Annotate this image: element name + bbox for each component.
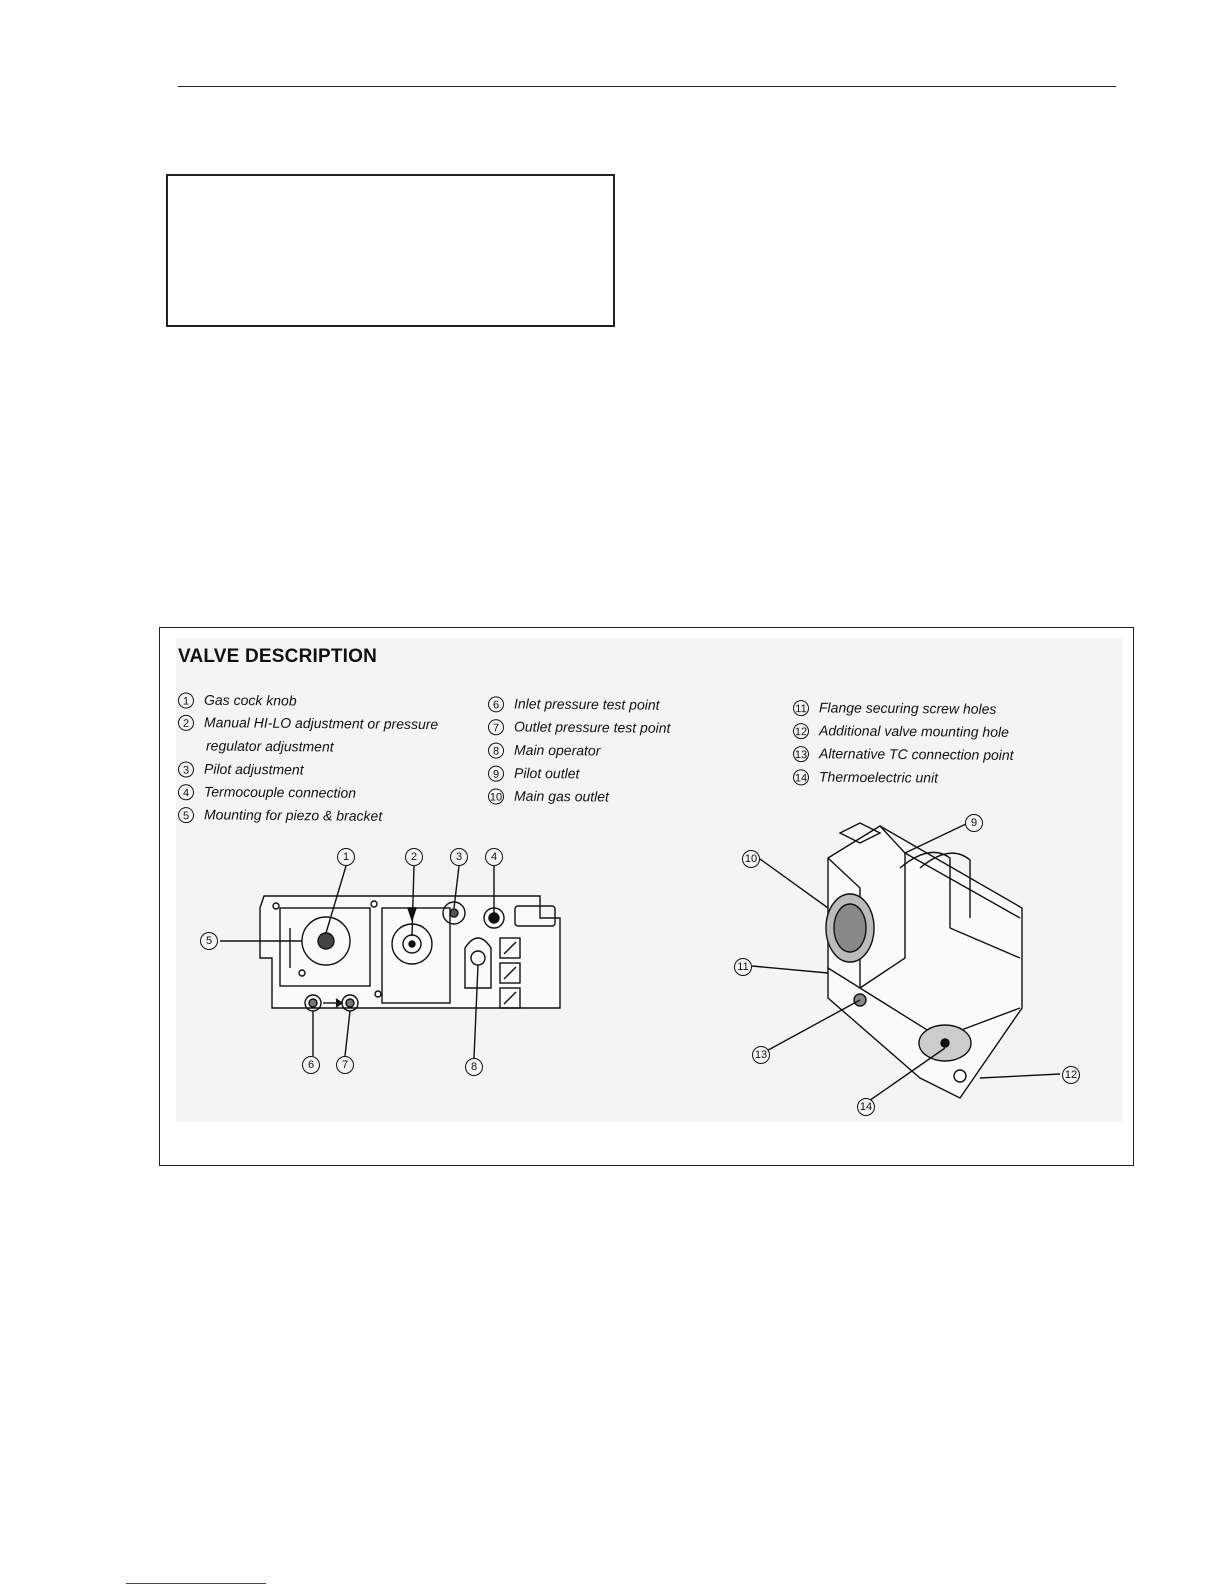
legend-text: Thermoelectric unit [819, 768, 939, 786]
legend-item-2-cont [206, 737, 334, 754]
callout-4: 4 [485, 848, 503, 866]
legend-number: 2 [178, 715, 194, 731]
legend-item-14 [793, 768, 938, 787]
legend-item-11 [793, 699, 996, 718]
legend-number: 3 [178, 762, 194, 778]
legend-text: regulator adjustment [206, 737, 334, 755]
callout-5: 5 [200, 932, 218, 950]
legend-item-7 [488, 718, 670, 737]
legend-number: 1 [178, 693, 194, 709]
legend-number: 7 [488, 720, 504, 736]
callout-14: 14 [857, 1098, 875, 1116]
callout-10: 10 [742, 850, 760, 868]
legend-number: 14 [793, 770, 809, 786]
callout-2: 2 [405, 848, 423, 866]
callout-1: 1 [337, 848, 355, 866]
legend-text: Main gas outlet [514, 787, 609, 805]
callout-7: 7 [336, 1056, 354, 1074]
legend-text: Flange securing screw holes [819, 699, 997, 717]
legend-text: Termocouple connection [204, 783, 357, 801]
legend-item-1 [178, 691, 297, 709]
callout-12: 12 [1062, 1066, 1080, 1084]
legend-text: Pilot adjustment [204, 760, 304, 778]
legend-item-4 [178, 783, 356, 802]
legend-number: 8 [488, 743, 504, 759]
legend-item-12 [793, 722, 1009, 741]
figure-title: VALVE DESCRIPTION [178, 646, 378, 667]
callout-13: 13 [752, 1046, 770, 1064]
legend-number: 6 [488, 697, 504, 713]
legend-number: 11 [793, 700, 809, 716]
legend-item-9 [488, 765, 579, 783]
legend-item-8 [488, 742, 600, 760]
footer-link-underline [126, 1583, 266, 1584]
legend-number: 12 [793, 723, 809, 739]
legend-item-10 [488, 787, 609, 805]
legend-text: Main operator [514, 741, 601, 759]
legend-item-3 [178, 760, 304, 778]
callout-3: 3 [450, 848, 468, 866]
legend-number: 10 [488, 789, 504, 805]
legend-number: 5 [178, 807, 194, 823]
legend-item-13 [793, 745, 1014, 764]
legend-text: Inlet pressure test point [514, 695, 660, 713]
legend-text: Manual HI-LO adjustment or pressure [204, 714, 439, 733]
legend-number: 13 [793, 746, 809, 762]
legend-text: Additional valve mounting hole [819, 722, 1009, 740]
legend-number: 4 [178, 785, 194, 801]
empty-text-box [166, 174, 615, 327]
callout-11: 11 [734, 958, 752, 976]
callout-6: 6 [302, 1056, 320, 1074]
callout-8: 8 [465, 1058, 483, 1076]
legend-text: Gas cock knob [204, 691, 297, 709]
valve-description-figure [159, 627, 1134, 1166]
legend-item-5 [178, 806, 382, 825]
legend-text: Alternative TC connection point [819, 745, 1014, 763]
legend-number: 9 [488, 766, 504, 782]
legend-item-2 [178, 714, 438, 734]
legend-text: Mounting for piezo & bracket [204, 806, 383, 824]
legend-text: Pilot outlet [514, 764, 580, 782]
legend-item-6 [488, 695, 660, 714]
callout-9: 9 [965, 814, 983, 832]
legend-text: Outlet pressure test point [514, 718, 671, 736]
header-rule [178, 86, 1116, 87]
